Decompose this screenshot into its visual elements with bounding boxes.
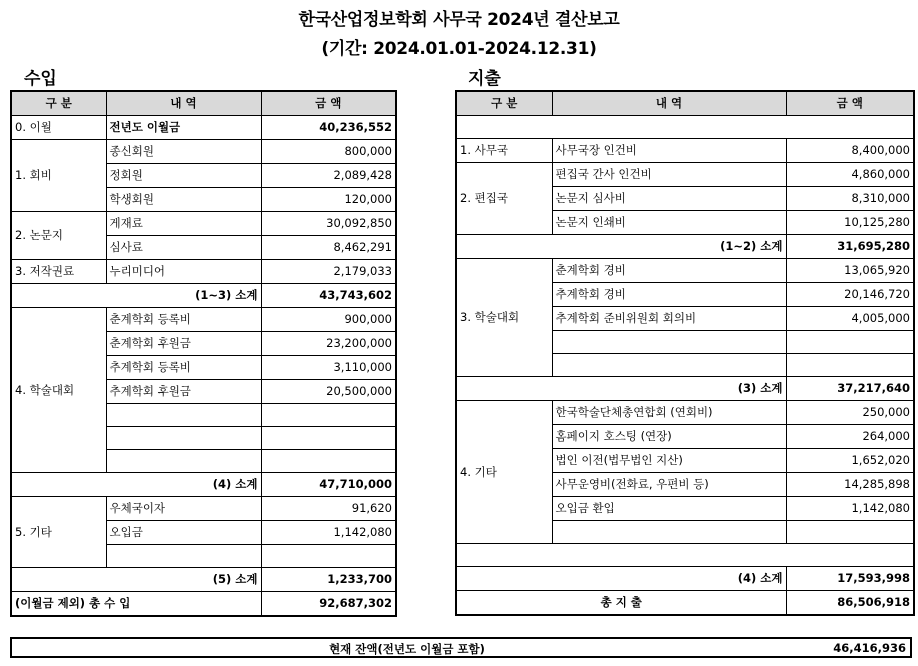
empty-cell	[456, 544, 914, 567]
amount-cell: 800,000	[261, 140, 396, 164]
income-col-category: 구 분	[11, 91, 106, 116]
amount-cell: 4,005,000	[786, 307, 914, 331]
amount-cell: 14,285,898	[786, 473, 914, 497]
amount-cell: 900,000	[261, 308, 396, 332]
table-row	[11, 212, 396, 236]
category-cell: 4. 학술대회	[11, 308, 106, 473]
amount-cell: 2,089,428	[261, 164, 396, 188]
total-expense-label: 총 지 출	[456, 591, 786, 616]
item-cell: 사무운영비(전화료, 우편비 등)	[552, 473, 786, 497]
amount-cell: 4,860,000	[786, 163, 914, 187]
item-cell: 우체국이자	[106, 497, 261, 521]
category-cell: 2. 편집국	[456, 163, 552, 235]
subtotal-row	[456, 235, 914, 259]
item-cell: 추계학회 경비	[552, 283, 786, 307]
category-cell: 0. 이월	[11, 116, 106, 140]
item-cell: 전년도 이월금	[106, 116, 261, 140]
subtotal-amount: 37,217,640	[786, 377, 914, 401]
amount-cell: 1,142,080	[261, 521, 396, 545]
table-row	[11, 497, 396, 521]
total-row	[456, 591, 914, 616]
amount-cell: 8,310,000	[786, 187, 914, 211]
empty-cell	[552, 521, 786, 544]
amount-cell: 1,142,080	[786, 497, 914, 521]
empty-cell	[261, 450, 396, 473]
item-cell: 추계학회 등록비	[106, 356, 261, 380]
category-cell: 1. 사무국	[456, 139, 552, 163]
empty-cell	[786, 521, 914, 544]
item-cell: 추계학회 후원금	[106, 380, 261, 404]
subtotal-amount: 47,710,000	[261, 473, 396, 497]
empty-cell	[261, 404, 396, 427]
item-cell: 종신회원	[106, 140, 261, 164]
income-header-row	[11, 91, 396, 116]
empty-cell	[106, 545, 261, 568]
table-row	[11, 260, 396, 284]
category-cell: 4. 기타	[456, 401, 552, 544]
amount-cell: 40,236,552	[261, 116, 396, 140]
subtotal-label: (3) 소계	[456, 377, 786, 401]
subtotal-label: (4) 소계	[11, 473, 261, 497]
amount-cell: 2,179,033	[261, 260, 396, 284]
amount-cell: 20,500,000	[261, 380, 396, 404]
income-table	[10, 90, 397, 617]
amount-cell: 30,092,850	[261, 212, 396, 236]
empty-row	[456, 116, 914, 139]
empty-cell	[786, 354, 914, 377]
amount-cell: 264,000	[786, 425, 914, 449]
item-cell: 정회원	[106, 164, 261, 188]
item-cell: 법인 이전(법무법인 지산)	[552, 449, 786, 473]
amount-cell: 10,125,280	[786, 211, 914, 235]
item-cell: 춘계학회 등록비	[106, 308, 261, 332]
subtotal-row	[11, 284, 396, 308]
table-row	[456, 139, 914, 163]
subtotal-row	[456, 377, 914, 401]
empty-cell	[456, 116, 914, 139]
total-row	[11, 592, 396, 617]
amount-cell: 1,652,020	[786, 449, 914, 473]
total-expense-amount: 86,506,918	[786, 591, 914, 616]
expense-header-row	[456, 91, 914, 116]
subtotal-amount: 31,695,280	[786, 235, 914, 259]
expense-table	[455, 90, 915, 616]
table-row	[456, 401, 914, 425]
item-cell: 심사료	[106, 236, 261, 260]
subtotal-amount: 43,743,602	[261, 284, 396, 308]
income-col-item: 내 역	[106, 91, 261, 116]
item-cell: 춘계학회 후원금	[106, 332, 261, 356]
report-period: (기간: 2024.01.01-2024.12.31)	[321, 39, 597, 59]
table-row	[11, 140, 396, 164]
subtotal-row	[456, 567, 914, 591]
empty-cell	[106, 450, 261, 473]
item-cell: 논문지 심사비	[552, 187, 786, 211]
table-row	[456, 259, 914, 283]
item-cell: 게재료	[106, 212, 261, 236]
empty-row	[456, 544, 914, 567]
item-cell: 학생회원	[106, 188, 261, 212]
subtotal-amount: 17,593,998	[786, 567, 914, 591]
amount-cell: 8,462,291	[261, 236, 396, 260]
empty-cell	[786, 331, 914, 354]
table-row	[11, 308, 396, 332]
category-cell: 1. 회비	[11, 140, 106, 212]
empty-cell	[552, 331, 786, 354]
amount-cell: 8,400,000	[786, 139, 914, 163]
total-income-amount: 92,687,302	[261, 592, 396, 617]
expense-col-item: 내 역	[552, 91, 786, 116]
category-cell: 2. 논문지	[11, 212, 106, 260]
income-heading: 수입	[24, 69, 57, 89]
item-cell: 논문지 인쇄비	[552, 211, 786, 235]
subtotal-label: (4) 소계	[456, 567, 786, 591]
empty-cell	[106, 404, 261, 427]
empty-cell	[106, 427, 261, 450]
table-row	[11, 116, 396, 140]
empty-cell	[261, 545, 396, 568]
subtotal-row	[11, 473, 396, 497]
item-cell: 홈페이지 호스팅 (연장)	[552, 425, 786, 449]
empty-cell	[552, 354, 786, 377]
expense-heading: 지출	[468, 69, 501, 89]
total-income-label: (이월금 제외) 총 수 입	[11, 592, 261, 617]
balance-amount: 46,416,936	[833, 641, 906, 655]
subtotal-amount: 1,233,700	[261, 568, 396, 592]
empty-cell	[261, 427, 396, 450]
item-cell: 누리미디어	[106, 260, 261, 284]
table-row	[456, 163, 914, 187]
category-cell: 3. 학술대회	[456, 259, 552, 377]
subtotal-label: (5) 소계	[11, 568, 261, 592]
item-cell: 한국학술단체총연합회 (연회비)	[552, 401, 786, 425]
amount-cell: 20,146,720	[786, 283, 914, 307]
expense-col-amount: 금 액	[786, 91, 914, 116]
item-cell: 편집국 간사 인건비	[552, 163, 786, 187]
income-col-amount: 금 액	[261, 91, 396, 116]
amount-cell: 23,200,000	[261, 332, 396, 356]
amount-cell: 120,000	[261, 188, 396, 212]
subtotal-label: (1~3) 소계	[11, 284, 261, 308]
balance-row	[10, 637, 912, 658]
item-cell: 오입금	[106, 521, 261, 545]
balance-label: 현재 잔액(전년도 이월금 포함)	[329, 642, 485, 656]
item-cell: 오입금 환입	[552, 497, 786, 521]
report-title: 한국산업정보학회 사무국 2024년 결산보고	[298, 10, 620, 30]
amount-cell: 250,000	[786, 401, 914, 425]
item-cell: 춘계학회 경비	[552, 259, 786, 283]
category-cell: 5. 기타	[11, 497, 106, 568]
item-cell: 추계학회 준비위원회 회의비	[552, 307, 786, 331]
amount-cell: 3,110,000	[261, 356, 396, 380]
amount-cell: 13,065,920	[786, 259, 914, 283]
subtotal-row	[11, 568, 396, 592]
amount-cell: 91,620	[261, 497, 396, 521]
category-cell: 3. 저작권료	[11, 260, 106, 284]
expense-col-category: 구 분	[456, 91, 552, 116]
subtotal-label: (1~2) 소계	[456, 235, 786, 259]
item-cell: 사무국장 인건비	[552, 139, 786, 163]
